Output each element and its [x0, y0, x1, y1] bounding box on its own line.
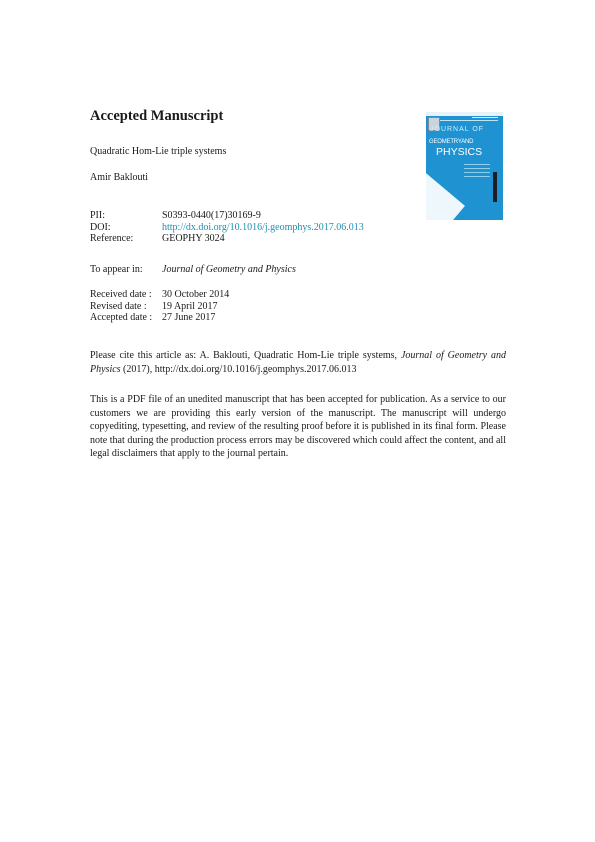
revised-row [90, 301, 229, 313]
to-appear-label: To appear in: [90, 264, 143, 275]
cover-text-line [464, 168, 490, 169]
page-heading: Accepted Manuscript [90, 108, 224, 124]
pii-value: S0393-0440(17)30169-9 [162, 210, 261, 221]
pii-label: PII: [90, 210, 105, 221]
received-label: Received date : [90, 289, 152, 300]
reference-label: Reference: [90, 233, 134, 245]
pii-row [90, 210, 364, 222]
cover-text-line [464, 176, 490, 177]
article-title: Quadratic Hom-Lie triple systems [90, 146, 227, 157]
cover-top-strip [426, 112, 503, 116]
cover-rule [440, 120, 498, 121]
citation-paragraph [90, 349, 506, 376]
cover-rule [472, 117, 498, 118]
doi-link[interactable]: http://dx.doi.org/10.1016/j.geomphys.2017.06.013 [162, 221, 364, 233]
accepted-row [90, 312, 229, 324]
cover-title-line2 [429, 134, 473, 146]
cover-title-geometry: GEOMETRY [429, 139, 462, 145]
reference-row [90, 233, 364, 245]
to-appear-in [90, 264, 296, 275]
received-value: 30 October 2014 [162, 289, 230, 300]
cover-title-line1: JOURNAL OF [430, 126, 485, 133]
cover-diagonal-band [426, 148, 465, 220]
unedited-notice: This is a PDF file of an unedited manuscript that has been accepted for publication. As a service to our customers we are providing this early version of the manuscript. The manuscript will undergo copyediting, typesetting, and review of the resulting proof before it is published in its final form. Please note that during the production process errors may be discovered which could affect the content, and all legal disclaimers that apply to the journal pertain. [90, 394, 506, 460]
journal-cover-image [426, 112, 503, 220]
citation-journal: Journal of Geometry and Physics [90, 350, 506, 375]
received-row [90, 289, 229, 301]
author-name: Amir Baklouti [90, 172, 149, 183]
citation-prefix: Please cite this article as: A. Baklouti, Quadratic Hom-Lie triple systems, [90, 350, 401, 361]
cover-text-line [464, 172, 490, 173]
accepted-label: Accepted date : [90, 312, 153, 324]
doi-label: DOI: [90, 221, 111, 233]
revised-value: 19 April 2017 [162, 300, 218, 312]
cover-title-and: AND [461, 139, 474, 145]
manuscript-metadata [90, 210, 364, 245]
cover-title-line3: PHYSICS [436, 146, 483, 158]
manuscript-dates [90, 289, 229, 324]
citation-suffix: (2017), http://dx.doi.org/10.1016/j.geomphys.2017.06.013 [120, 363, 357, 375]
journal-name: Journal of Geometry and Physics [162, 264, 296, 275]
cover-dark-bar [493, 172, 497, 202]
reference-value: GEOPHY 3024 [162, 233, 225, 245]
accepted-value: 27 June 2017 [162, 312, 216, 324]
doi-row [90, 222, 364, 234]
cover-text-line [464, 164, 490, 165]
revised-label: Revised date : [90, 300, 147, 312]
